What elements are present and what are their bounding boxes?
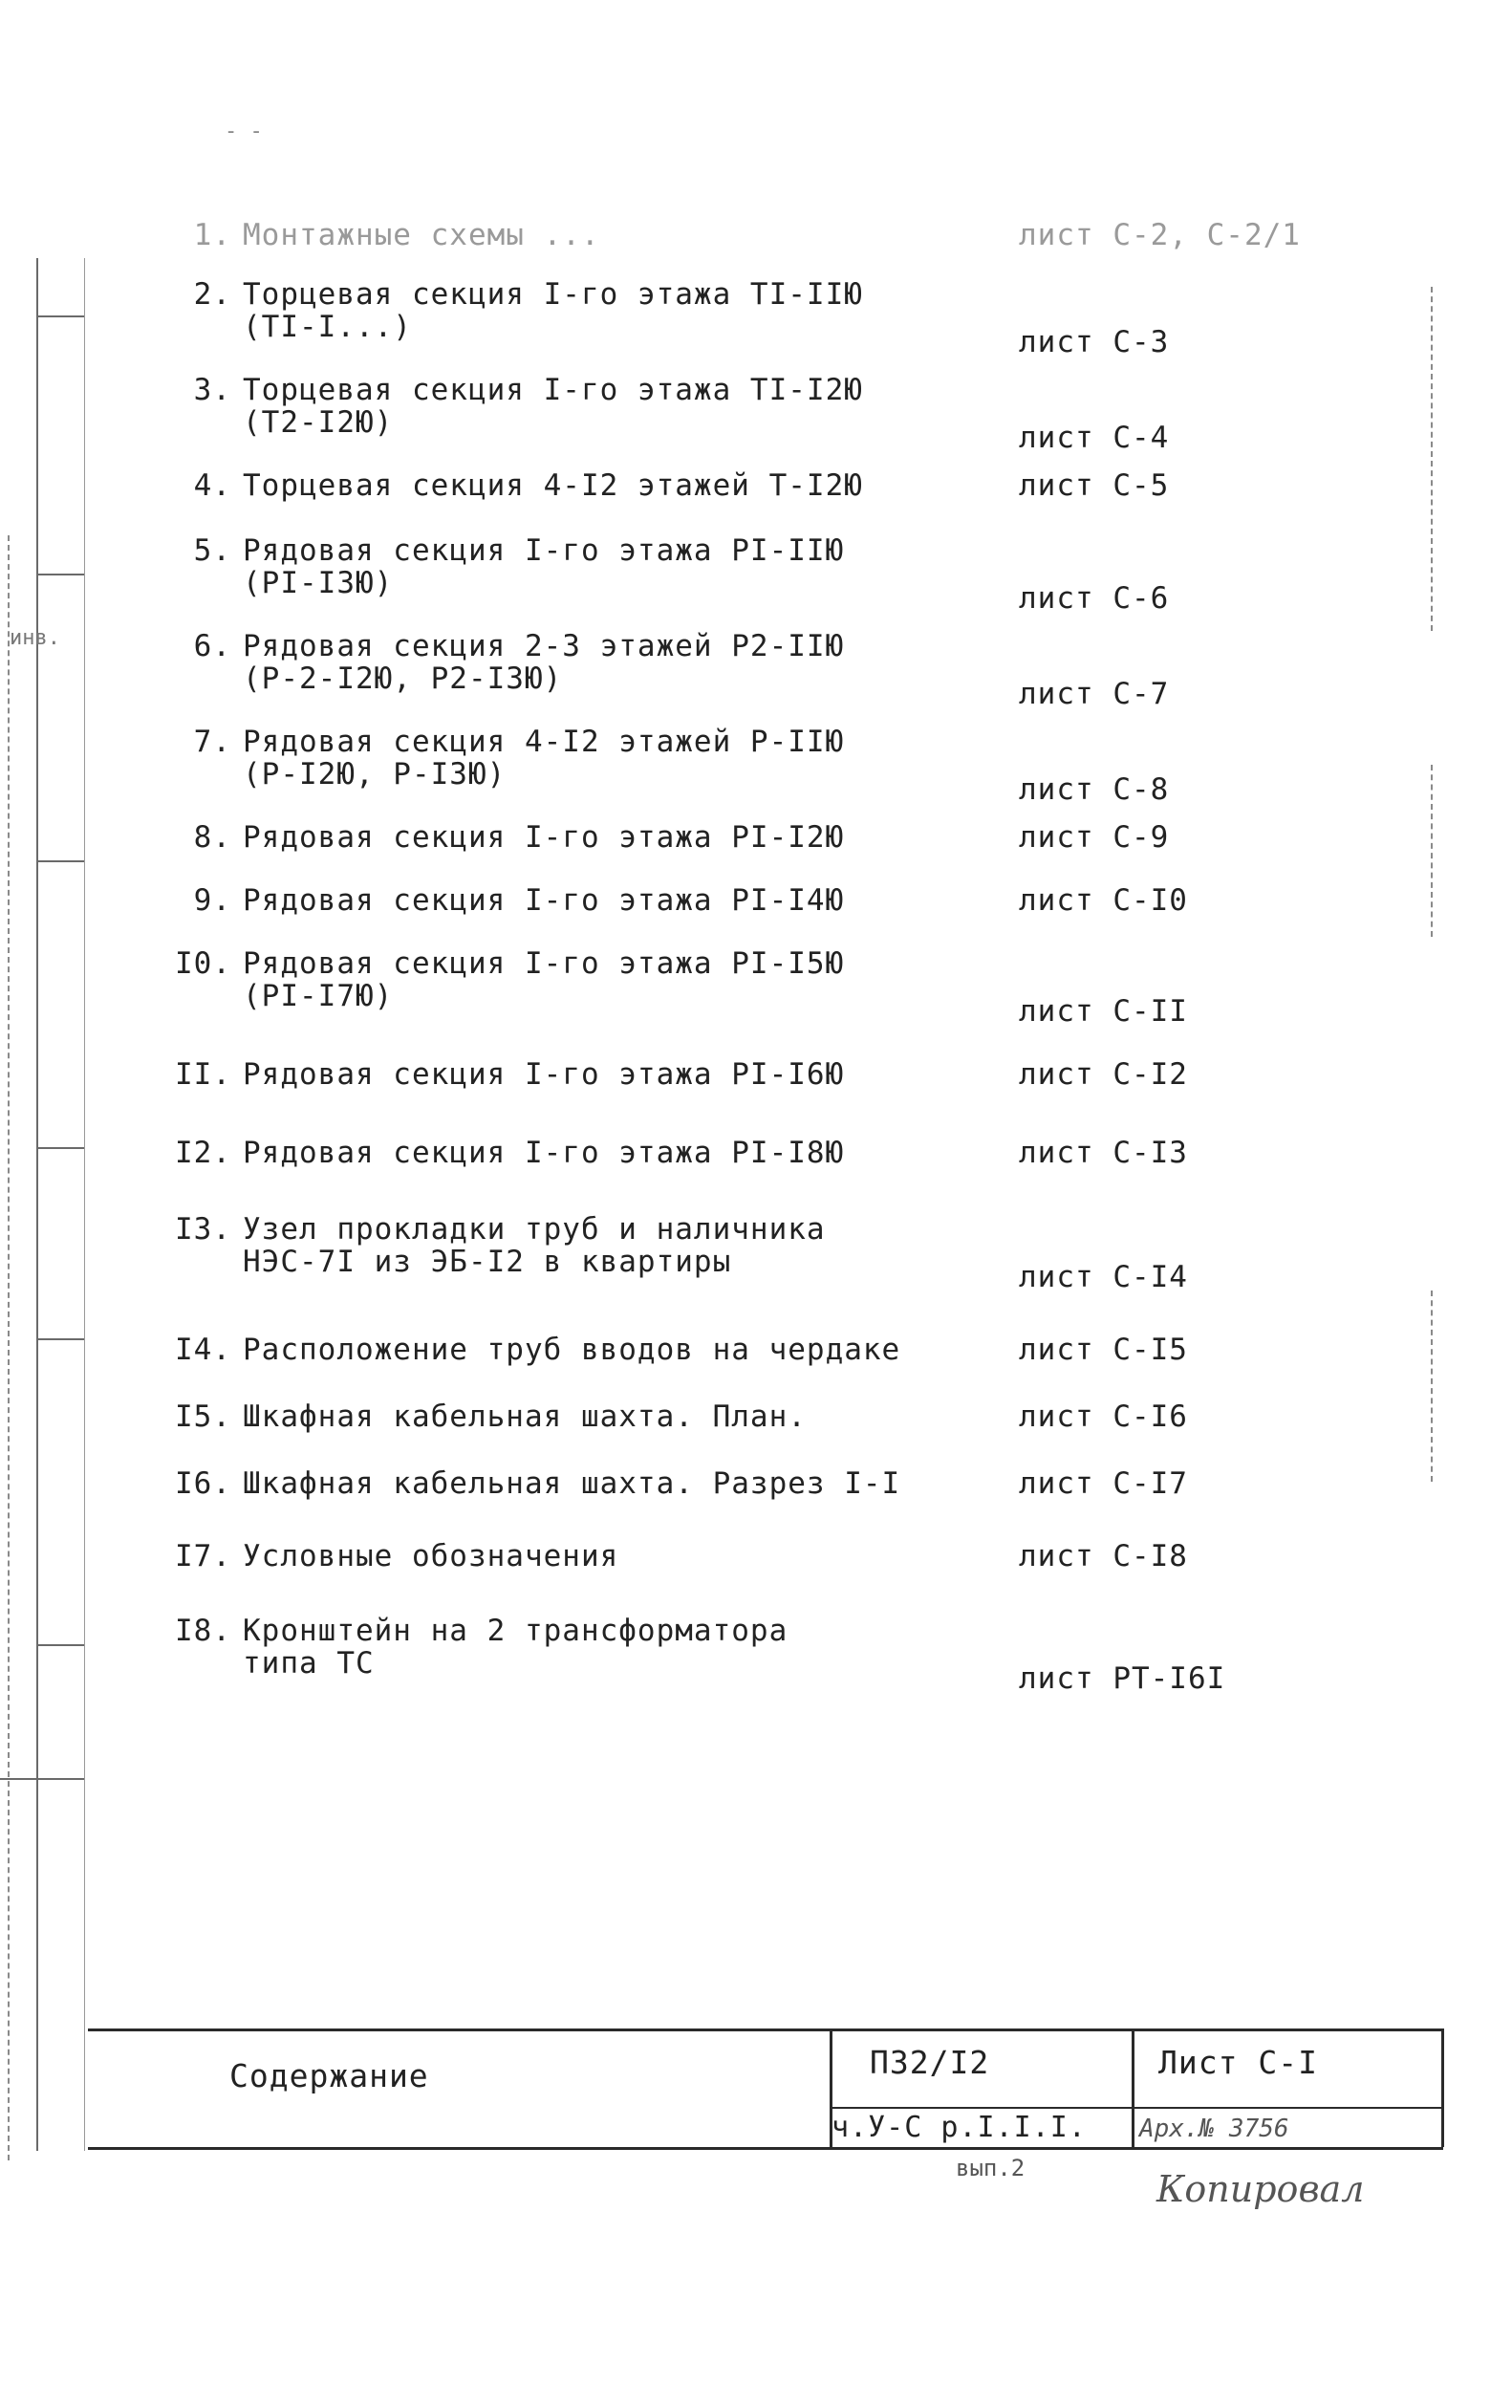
entry-sheet-ref: лист С-I0: [1019, 883, 1188, 918]
entry-sheet-ref: лист С-3: [1019, 325, 1170, 359]
entry-sheet-ref: лист С-I6: [1019, 1399, 1188, 1434]
entry-number: 1.: [193, 218, 231, 252]
handwritten-note: Копировал: [1156, 2168, 1365, 2210]
scan-speck: - -: [225, 119, 263, 143]
entry-title: Рядовая секция I-го этажа РI-I6Ю: [243, 1057, 845, 1092]
entry-title: Кронштейн на 2 трансформатора: [243, 1614, 788, 1648]
entry-number: II.: [175, 1057, 231, 1092]
title-block-sheet: Лист С-I: [1158, 2044, 1318, 2081]
entry-title: Торцевая секция 4-I2 этажей Т-I2Ю: [243, 468, 863, 503]
entry-title: Условные обозначения: [243, 1539, 619, 1573]
entry-title-continued: (РI-I3Ю): [243, 566, 394, 600]
title-block-edge: [1441, 2028, 1444, 2147]
entry-number: I3.: [175, 1212, 231, 1247]
entry-title-continued: типа ТС: [243, 1646, 375, 1681]
entry-sheet-ref: лист С-9: [1019, 820, 1170, 855]
entry-title: Рядовая секция I-го этажа РI-I8Ю: [243, 1136, 845, 1170]
contents-entry: [0, 375, 1512, 461]
entry-number: 4.: [193, 468, 231, 503]
entry-sheet-ref: лист С-I5: [1019, 1333, 1188, 1367]
contents-entry: [0, 1059, 1512, 1145]
entry-sheet-ref: лист С-4: [1019, 421, 1170, 455]
margin-tick: [0, 1778, 84, 1780]
entry-title: Торцевая секция I-го этажа ТI-I2Ю: [243, 373, 863, 407]
entry-title-continued: (Т2-I2Ю): [243, 405, 394, 440]
entry-number: I0.: [175, 946, 231, 981]
entry-sheet-ref: лист С-I8: [1019, 1539, 1188, 1573]
entry-sheet-ref: лист С-I3: [1019, 1136, 1188, 1170]
entry-title: Узел прокладки труб и наличника: [243, 1212, 826, 1247]
entry-number: I5.: [175, 1399, 231, 1434]
entry-sheet-ref: лист С-7: [1019, 677, 1170, 711]
entry-sheet-ref: лист С-8: [1019, 772, 1170, 807]
entry-sheet-ref: лист С-I4: [1019, 1260, 1188, 1294]
entry-title: Шкафная кабельная шахта. Разрез I-I: [243, 1466, 901, 1501]
entry-title: Рядовая секция 2-3 этажей Р2-IIЮ: [243, 629, 845, 663]
entry-sheet-ref: лист С-I7: [1019, 1466, 1188, 1501]
contents-entry: [0, 1616, 1512, 1702]
entry-sheet-ref: лист С-II: [1019, 994, 1188, 1029]
entry-number: 7.: [193, 725, 231, 759]
entry-sheet-ref: лист РТ-I6I: [1019, 1661, 1226, 1696]
entry-sheet-ref: лист С-5: [1019, 468, 1170, 503]
entry-title: Рядовая секция I-го этажа РI-IIЮ: [243, 533, 845, 568]
entry-title: Расположение труб вводов на чердаке: [243, 1333, 901, 1367]
entry-number: 3.: [193, 373, 231, 407]
archive-number: Арх.№ 3756: [1139, 2115, 1289, 2143]
entry-title: Торцевая секция I-го этажа ТI-IIЮ: [243, 277, 863, 312]
entry-number: I7.: [175, 1539, 231, 1573]
title-block-code: П32/I2: [870, 2044, 990, 2081]
title-block-divider: [1132, 2028, 1134, 2147]
contents-entry: [0, 279, 1512, 365]
entry-number: I6.: [175, 1466, 231, 1501]
entry-title: Рядовая секция 4-I2 этажей Р-IIЮ: [243, 725, 845, 759]
entry-sheet-ref: лист С-6: [1019, 581, 1170, 616]
entry-title: Рядовая секция I-го этажа РI-I5Ю: [243, 946, 845, 981]
entry-title-continued: (Р-2-I2Ю, Р2-I3Ю): [243, 662, 563, 696]
entry-title: Рядовая секция I-го этажа РI-I2Ю: [243, 820, 845, 855]
entry-number: 6.: [193, 629, 231, 663]
entry-title: Рядовая секция I-го этажа РI-I4Ю: [243, 883, 845, 918]
title-block-top: [88, 2028, 1443, 2031]
issue-number: вып.2: [956, 2155, 1026, 2181]
title-block-mid: [830, 2107, 1443, 2109]
entry-number: 8.: [193, 820, 231, 855]
entry-title-continued: (РI-I7Ю): [243, 979, 394, 1013]
entry-number: 9.: [193, 883, 231, 918]
contents-entry: [0, 1138, 1512, 1224]
contents-entry: [0, 1214, 1512, 1300]
entry-title: Монтажные схемы ...: [243, 218, 600, 252]
title-block-bottom: [88, 2147, 1443, 2150]
contents-entry: [0, 727, 1512, 813]
contents-entry: [0, 948, 1512, 1034]
title-block-name: Содержание: [229, 2057, 429, 2094]
entry-title-continued: (Р-I2Ю, Р-I3Ю): [243, 757, 507, 792]
title-block-part: ч.У-С р.I.I.I.: [832, 2111, 1087, 2144]
entry-number: 5.: [193, 533, 231, 568]
entry-title-continued: (ТI-I...): [243, 310, 412, 344]
margin-note: инв.: [10, 626, 60, 650]
entry-number: 2.: [193, 277, 231, 312]
entry-number: I8.: [175, 1614, 231, 1648]
contents-entry: [0, 535, 1512, 621]
contents-entry: [0, 631, 1512, 717]
entry-sheet-ref: лист С-I2: [1019, 1057, 1188, 1092]
entry-number: I4.: [175, 1333, 231, 1367]
entry-number: I2.: [175, 1136, 231, 1170]
entry-sheet-ref: лист С-2, С-2/1: [1019, 218, 1301, 252]
entry-title-continued: НЭС-7I из ЭБ-I2 в квартиры: [243, 1245, 732, 1279]
entry-title: Шкафная кабельная шахта. План.: [243, 1399, 807, 1434]
